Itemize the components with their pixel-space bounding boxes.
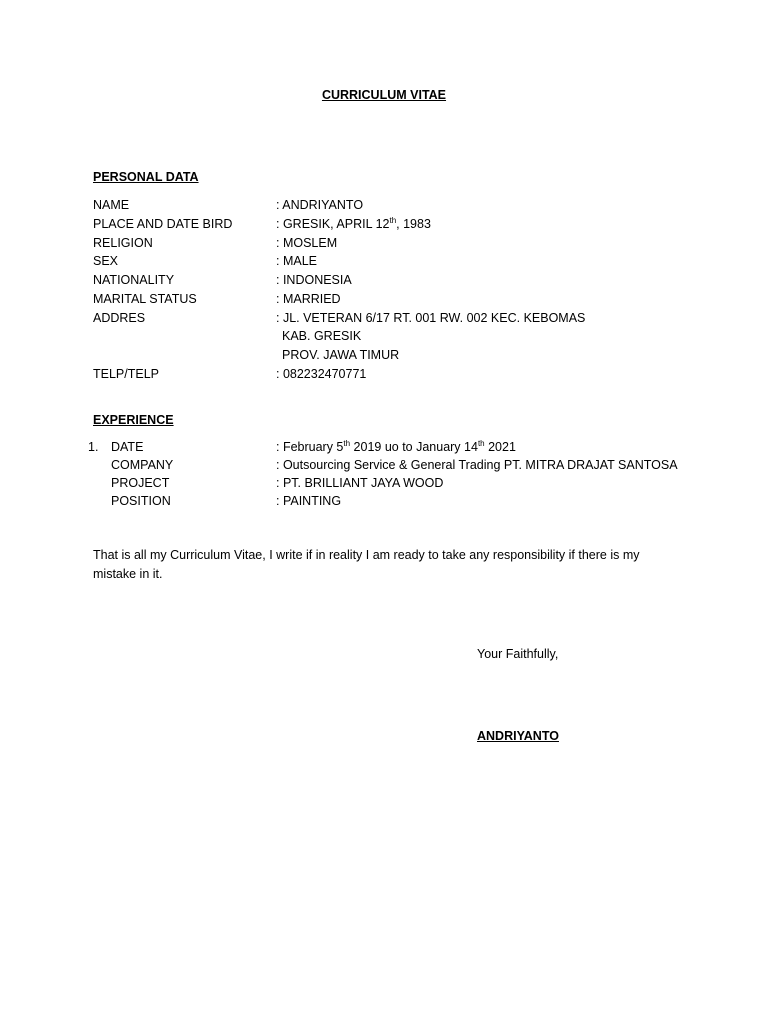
closing-statement: That is all my Curriculum Vitae, I write if in reality I am ready to take any responsibility if there is my mistake in it.	[93, 548, 640, 581]
field-value: : INDONESIA	[276, 273, 352, 287]
field-value: : MALE	[276, 254, 317, 268]
field-value: : JL. VETERAN 6/17 RT. 001 RW. 002 KEC. KEBOMAS	[276, 311, 586, 325]
experience-heading: EXPERIENCE	[93, 413, 174, 427]
birth-value-pre: : GRESIK, APRIL 12	[276, 217, 390, 231]
experience-row-position	[93, 492, 693, 510]
experience-row-company	[93, 456, 693, 474]
date-value-pre: : February 5	[276, 440, 344, 454]
personal-data-heading: PERSONAL DATA	[93, 170, 199, 184]
field-label: NAME	[93, 198, 130, 212]
birth-value-sup: th	[389, 216, 397, 225]
field-value	[276, 438, 516, 456]
field-value: : MARRIED	[276, 292, 341, 306]
personal-row-marital-status	[93, 290, 693, 308]
birth-value-post: , 1983	[396, 217, 431, 231]
personal-row-address	[93, 309, 693, 327]
field-value: : MOSLEM	[276, 236, 338, 250]
date-value-sup2: th	[477, 439, 485, 448]
field-label: COMPANY	[111, 458, 174, 472]
field-value: : PAINTING	[276, 494, 342, 508]
field-label: POSITION	[111, 494, 171, 508]
field-value: : 082232470771	[276, 367, 367, 381]
field-value: : ANDRIYANTO	[276, 198, 364, 212]
personal-row-religion	[93, 234, 693, 252]
field-label: PROJECT	[111, 476, 170, 490]
field-label: MARITAL STATUS	[93, 292, 197, 306]
personal-row-sex	[93, 252, 693, 270]
address-line-2	[93, 327, 693, 345]
field-label: TELP/TELP	[93, 367, 159, 381]
experience-number: 1.	[88, 440, 99, 454]
field-label: RELIGION	[93, 236, 153, 250]
field-value: PROV. JAWA TIMUR	[282, 348, 400, 362]
date-value-mid: 2019 uo to January 14	[350, 440, 478, 454]
field-label: SEX	[93, 254, 119, 268]
experience-row-project	[93, 474, 693, 492]
document-title: CURRICULUM VITAE	[321, 88, 447, 102]
field-value: : Outsourcing Service & General Trading PT. MITRA DRAJAT SANTOSA	[276, 458, 678, 472]
experience-row-date	[88, 438, 693, 456]
field-value: : PT. BRILLIANT JAYA WOOD	[276, 476, 444, 490]
address-line-3	[93, 346, 693, 364]
field-value	[276, 215, 431, 233]
personal-row-telephone	[93, 365, 693, 383]
date-value-post: 2021	[484, 440, 516, 454]
closing-salutation: Your Faithfully,	[477, 647, 559, 661]
personal-row-nationality	[93, 271, 693, 289]
field-label: DATE	[111, 440, 144, 454]
field-value: KAB. GRESIK	[282, 329, 362, 343]
field-label: ADDRES	[93, 311, 146, 325]
date-value-sup: th	[343, 439, 351, 448]
field-label: NATIONALITY	[93, 273, 175, 287]
personal-row-name	[93, 196, 693, 214]
field-label: PLACE AND DATE BIRD	[93, 217, 233, 231]
personal-row-birth	[93, 215, 693, 233]
signature-name: ANDRIYANTO	[477, 729, 559, 743]
